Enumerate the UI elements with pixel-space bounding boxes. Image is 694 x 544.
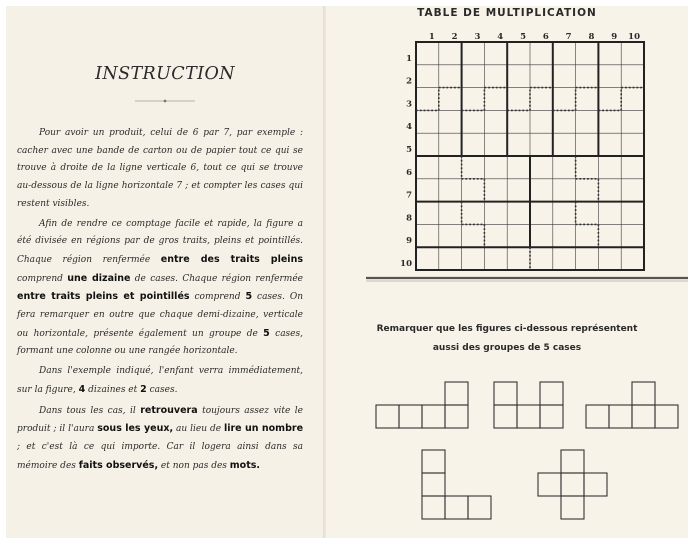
remark-line-2: aussi des groupes de 5 cases	[432, 343, 582, 353]
paragraph-text: au lieu de	[173, 424, 224, 435]
figure-cell	[632, 382, 655, 405]
table-title: TABLE DE MULTIPLICATION	[417, 7, 597, 19]
paragraph-text: cases. On fera remarquer en outre que chaque demi-dizaine, verticale ou horizontale, présente également un groupe de	[17, 292, 304, 339]
instruction-paragraph	[17, 216, 303, 362]
paragraph-text: ; et c'est là ce qui importe. Car il logera ainsi dans sa mémoire des	[17, 441, 303, 471]
figure-cell	[399, 405, 422, 428]
title-ornament	[135, 98, 195, 104]
figure-cell	[445, 496, 468, 519]
figure-cell	[376, 405, 399, 428]
row-label: 8	[406, 213, 412, 224]
figure-cell	[517, 405, 540, 428]
emphasis-text: entre traits pleins et pointillés	[17, 291, 190, 303]
figure-y-shape	[586, 382, 678, 428]
instruction-paragraph	[17, 402, 303, 476]
figure-cell	[422, 496, 445, 519]
paragraph-text: Dans l'exemple indiqué, l'enfant verra immédiatement, sur la figure,	[17, 366, 303, 395]
figure-cell	[540, 405, 563, 428]
column-label: 7	[565, 32, 572, 42]
figure-cell	[494, 382, 517, 405]
column-label: 10	[628, 32, 640, 42]
emphasis-text: 5	[263, 327, 270, 339]
column-label: 4	[497, 32, 504, 42]
left-page	[6, 6, 324, 538]
column-label: 3	[474, 32, 481, 42]
emphasis-text: faits observés,	[78, 459, 159, 471]
emphasis-text: 4	[78, 383, 86, 395]
figure-cell	[445, 405, 468, 428]
column-label: 8	[588, 32, 595, 42]
row-label: 4	[406, 122, 412, 133]
figure-cross-shape	[538, 450, 607, 519]
column-label: 1	[428, 32, 435, 42]
figure-cell	[584, 473, 607, 496]
emphasis-text: 2	[140, 383, 147, 395]
column-label: 6	[542, 32, 549, 42]
figure-cell	[540, 382, 563, 405]
row-label: 3	[406, 99, 412, 110]
paragraph-text: Dans tous les cas, il	[39, 405, 141, 416]
row-label: 6	[406, 167, 412, 178]
row-label: 5	[406, 145, 412, 155]
instruction-paragraph	[17, 125, 303, 214]
figure-cell	[494, 405, 517, 428]
figure-cell	[561, 473, 584, 496]
paragraph-text: et non pas des	[158, 460, 230, 471]
paragraph-text: cases, formant une colonne ou une rangée horizontale.	[17, 328, 303, 357]
row-label: 2	[406, 76, 412, 87]
figure-u-shape	[494, 382, 563, 428]
paragraph-text: Pour avoir un produit, celui de 6 par 7, par exemple : cacher avec une bande de carton ou de papier tout ce qui se trouve à droite de la ligne verticale 6, tout ce qui se trouve au-dessous de la ligne horizontale 7 ; et compter les cases qui restent visibles.	[17, 128, 303, 209]
right-page	[326, 6, 688, 538]
figure-cell	[561, 496, 584, 519]
paragraph-text: toujours assez vite le produit ; il l'aura	[17, 405, 304, 435]
row-label: 9	[406, 236, 412, 247]
column-label: 5	[520, 32, 526, 42]
remark-line-1: Remarquer que les figures ci-dessous représentent	[376, 324, 638, 334]
figure-cell	[422, 450, 445, 473]
figure-cell	[586, 405, 609, 428]
emphasis-text: une dizaine	[67, 272, 131, 284]
figure-cell	[655, 405, 678, 428]
figure-cell	[632, 405, 655, 428]
row-label: 1	[406, 53, 412, 64]
emphasis-text: lire un nombre	[223, 423, 304, 435]
paragraph-text: comprend	[189, 292, 246, 303]
paragraph-text: comprend	[17, 273, 68, 284]
instruction-title: INSTRUCTION	[95, 64, 235, 84]
figure-cell	[561, 450, 584, 473]
instruction-body	[17, 125, 303, 477]
paragraph-text: dizaines et	[85, 384, 141, 395]
column-label: 2	[451, 32, 458, 42]
paragraph-text: de cases. Chaque région renfermée	[130, 273, 303, 284]
figure-cell	[538, 473, 561, 496]
emphasis-text: retrouvera	[140, 404, 198, 416]
figure-cell	[468, 496, 491, 519]
figure-v-shape	[422, 450, 491, 519]
row-label: 7	[406, 190, 412, 201]
figure-cell	[445, 382, 468, 405]
figure-cell	[609, 405, 632, 428]
emphasis-text: entre des traits pleins	[160, 253, 303, 265]
emphasis-text: sous les yeux,	[97, 423, 174, 435]
figure-cell	[422, 405, 445, 428]
figure-cell	[422, 473, 445, 496]
paragraph-text: Afin de rendre ce comptage facile et rapide, la figure a été divisée en régions par de gros traits, pleins et pointillés. Chaque région renfermée	[17, 218, 303, 265]
paragraph-text: cases.	[146, 384, 178, 395]
five-cell-figures	[326, 6, 688, 538]
row-label: 10	[400, 259, 412, 269]
figure-l-shape	[376, 382, 468, 428]
emphasis-text: mots.	[229, 459, 261, 471]
emphasis-text: 5	[245, 291, 253, 303]
instruction-paragraph	[17, 363, 303, 399]
column-label: 9	[611, 32, 618, 42]
